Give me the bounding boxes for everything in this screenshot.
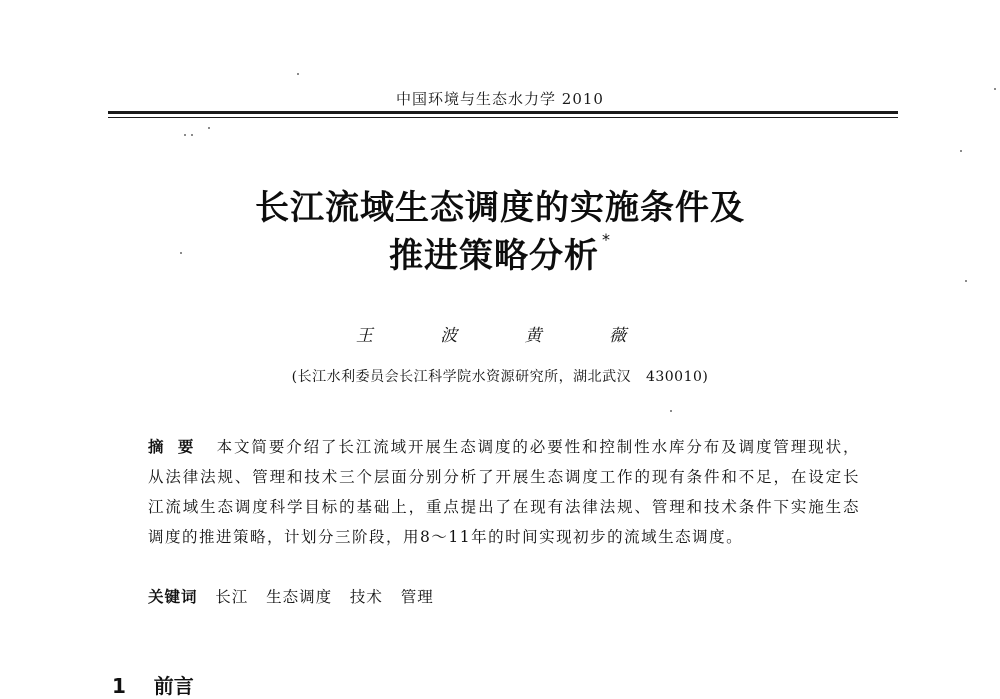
scan-speck — [994, 88, 996, 90]
scan-speck — [208, 127, 210, 129]
article-title-line-2-text: 推进策略分析 — [389, 236, 599, 276]
scan-speck — [965, 280, 967, 282]
section-number: 1 — [112, 674, 126, 698]
abstract-text: 本文简要介绍了长江流域开展生态调度的必要性和控制性水库分布及调度管理现状，从法律法规、管理和技术三个层面分别分析了开展生态调度工作的现有条件和不足，在设定长江流域生态调度科学目标的基础上，重点提出了在现有法律法规、管理和技术条件下实施生态调度的推进策略，计划分三阶段，用8～11年的时间实现初步的流域生态调度。 — [148, 438, 860, 546]
title-footnote-mark: * — [602, 230, 611, 249]
keywords-label: 关键词 — [148, 588, 198, 606]
scan-speck — [960, 150, 962, 152]
scan-speck — [670, 410, 672, 412]
keyword-item: 管理 — [400, 588, 434, 606]
header-rule — [108, 111, 898, 114]
scan-speck — [184, 134, 186, 136]
affiliation: (长江水利委员会长江科学院水资源研究所，湖北武汉 430010) — [291, 369, 709, 385]
header-rule-thin — [108, 117, 898, 118]
keyword-item: 生态调度 — [266, 588, 333, 606]
section-heading — [112, 670, 194, 699]
keyword-item: 长江 — [215, 588, 249, 606]
scan-speck — [180, 252, 182, 254]
running-header: 中国环境与生态水力学 2010 — [396, 90, 604, 108]
abstract — [148, 432, 860, 552]
article-title-line-2 — [0, 228, 1000, 277]
abstract-label: 摘要 — [148, 438, 208, 456]
scan-speck — [297, 73, 299, 75]
keywords — [148, 585, 434, 607]
scan-speck — [191, 134, 193, 136]
authors: 王 波 黄 薇 — [355, 326, 645, 346]
article-title-line-1: 长江流域生态调度的实施条件及 — [255, 188, 745, 228]
keyword-item: 技术 — [349, 588, 383, 606]
section-title: 前言 — [153, 674, 194, 698]
